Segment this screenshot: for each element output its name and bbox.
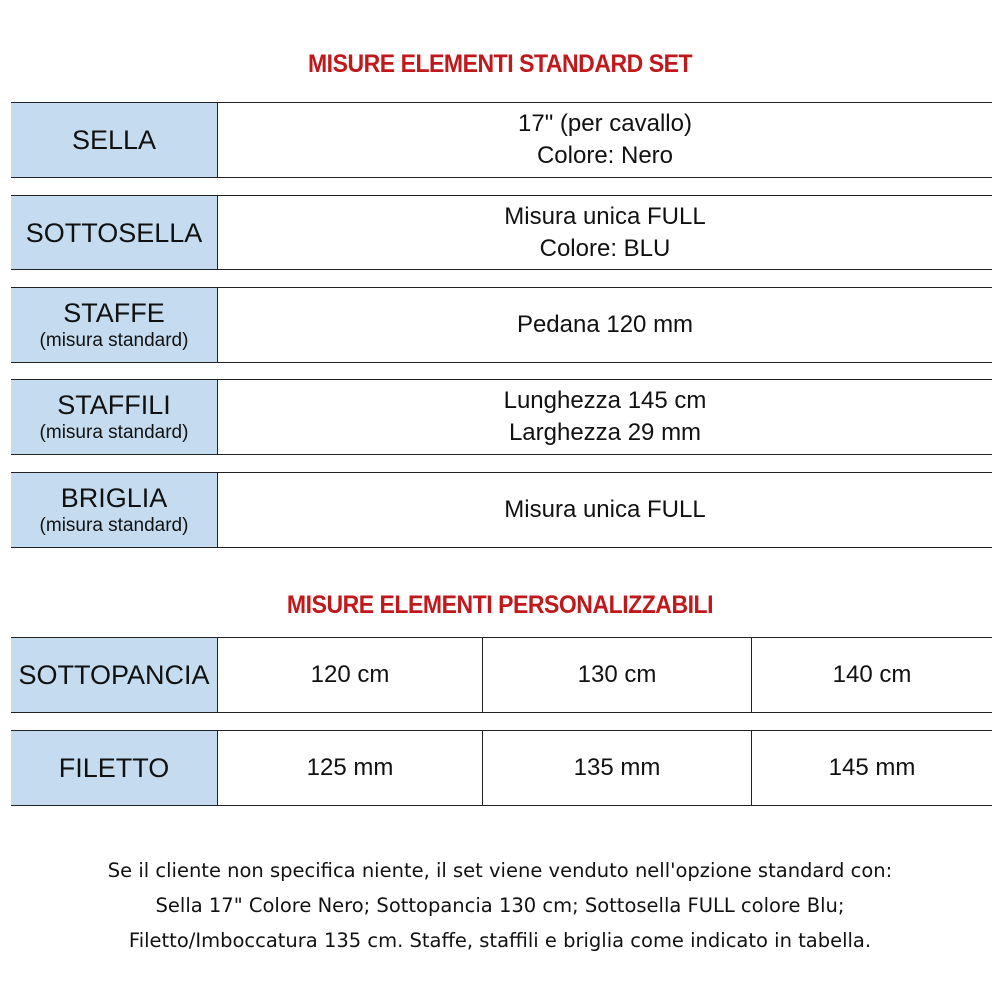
row-value-cell — [218, 288, 992, 362]
value-line: 17" (per cavallo) — [518, 110, 692, 137]
value-line: Misura unica FULL — [504, 496, 706, 523]
standard-section-title: MISURE ELEMENTI STANDARD SET — [307, 50, 693, 78]
footnote-line: Se il cliente non specifica niente, il set viene venduto nell'opzione standard con: — [107, 859, 893, 882]
row-label: STAFFILI — [57, 390, 171, 420]
row-label-cell — [11, 103, 218, 177]
standard-row-briglia — [11, 472, 992, 548]
value-line: Lunghezza 145 cm — [503, 387, 707, 414]
row-label: STAFFE — [63, 298, 165, 328]
footnote — [0, 853, 1000, 958]
row-label-cell — [11, 380, 218, 454]
value-line: Colore: Nero — [536, 142, 674, 169]
row-label: SOTTOSELLA — [25, 217, 203, 248]
row-label: BRIGLIA — [60, 483, 168, 513]
option-cell: 125 mm — [218, 731, 483, 805]
value-line: Larghezza 29 mm — [508, 419, 702, 446]
option-cell: 130 cm — [483, 638, 752, 712]
row-sublabel: (misura standard) — [39, 330, 189, 351]
value-line: Misura unica FULL — [504, 202, 706, 230]
standard-row-sottosella — [11, 195, 992, 270]
row-sublabel: (misura standard) — [39, 515, 189, 536]
row-sublabel: (misura standard) — [39, 422, 189, 443]
row-label-cell — [11, 196, 218, 269]
row-label-cell — [11, 473, 218, 547]
custom-row-filetto — [11, 730, 992, 806]
row-label-cell — [11, 731, 218, 805]
row-value-cell — [218, 473, 992, 547]
option-cell: 140 cm — [832, 661, 912, 688]
row-label-cell — [11, 288, 218, 362]
standard-row-sella — [11, 102, 992, 178]
option-cell: 120 cm — [218, 638, 483, 712]
row-label: FILETTO — [58, 753, 170, 783]
row-value-cell — [218, 196, 992, 269]
row-label: SELLA — [71, 125, 157, 155]
row-label-cell — [11, 638, 218, 712]
footnote-line: Filetto/Imboccatura 135 cm. Staffe, staffili e briglia come indicato in tabella. — [128, 929, 872, 952]
standard-row-staffili — [11, 379, 992, 455]
row-value-cell — [218, 380, 992, 454]
value-line: Pedana 120 mm — [516, 311, 694, 338]
custom-section-title: MISURE ELEMENTI PERSONALIZZABILI — [286, 591, 714, 619]
row-value-cell — [218, 103, 992, 177]
value-line: Colore: BLU — [539, 234, 671, 262]
footnote-line: Sella 17" Colore Nero; Sottopancia 130 cm; Sottosella FULL colore Blu; — [155, 894, 845, 917]
standard-row-staffe — [11, 287, 992, 363]
option-cell: 145 mm — [828, 754, 916, 781]
option-cell: 135 mm — [483, 731, 752, 805]
custom-row-sottopancia — [11, 637, 992, 713]
row-label: SOTTOPANCIA — [18, 660, 210, 690]
